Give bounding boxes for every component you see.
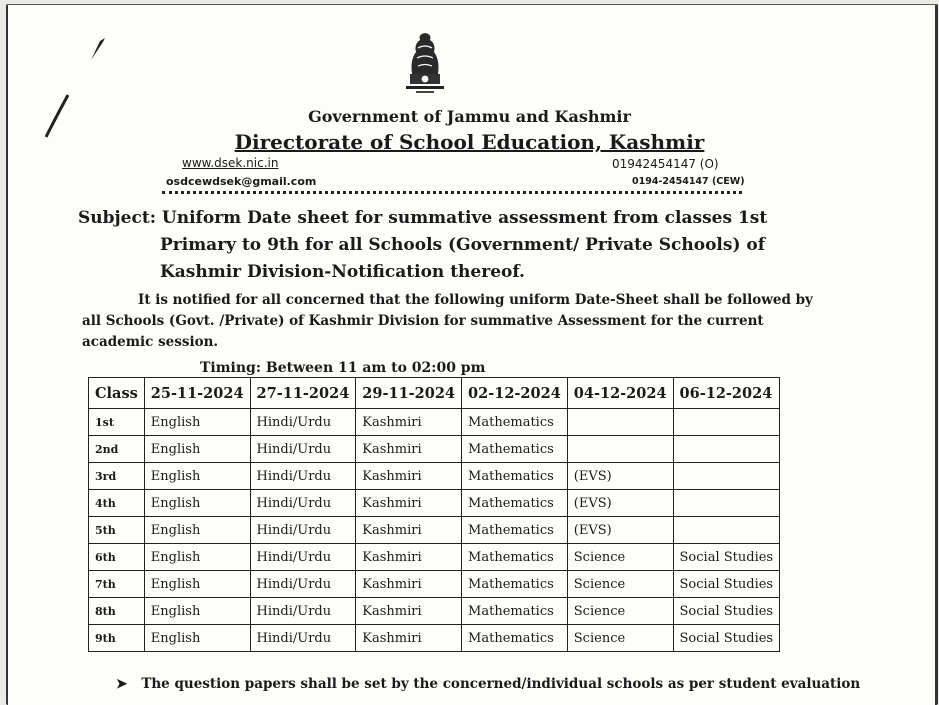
subject-cell: Hindi/Urdu [250,571,356,598]
subject-cell: Mathematics [462,436,568,463]
subject-line-3: Kashmir Division-Notification thereof. [160,262,525,282]
table-row [89,409,780,436]
subject-cell: Mathematics [462,598,568,625]
subject-cell: Mathematics [462,463,568,490]
email-address[interactable]: osdcewdsek@gmail.com [166,175,317,188]
header-cell: Class [89,378,145,409]
subject-cell [673,463,780,490]
table-row [89,517,780,544]
footer-text: The question papers shall be set by the concerned/individual schools as per student evaluation [141,676,861,692]
table-row [89,625,780,652]
subject-cell: Mathematics [462,409,568,436]
subject-cell: English [144,409,250,436]
class-cell: 6th [89,544,145,571]
header-cell: 29-11-2024 [356,378,462,409]
subject-cell: Kashmiri [356,409,462,436]
subject-cell: Kashmiri [356,436,462,463]
subject-cell: Hindi/Urdu [250,490,356,517]
website-link[interactable]: www.dsek.nic.in [182,156,279,170]
subject-label: Subject: [78,208,156,228]
pen-mark-icon [88,36,108,62]
subject-cell: Hindi/Urdu [250,517,356,544]
class-cell: 4th [89,490,145,517]
subject-cell: (EVS) [567,490,673,517]
subject-cell [673,436,780,463]
subject-cell: (EVS) [567,463,673,490]
subject-cell: Hindi/Urdu [250,598,356,625]
subject-cell: English [144,436,250,463]
subject-cell: Kashmiri [356,490,462,517]
header-cell: 25-11-2024 [144,378,250,409]
subject-cell: Hindi/Urdu [250,409,356,436]
subject-cell [567,409,673,436]
subject-cell: Mathematics [462,625,568,652]
notice-line-1: It is notified for all concerned that the following uniform Date-Sheet shall be followed by [138,292,813,308]
table-header-row [89,378,780,409]
header-cell: 02-12-2024 [462,378,568,409]
subject-cell: English [144,490,250,517]
class-cell: 7th [89,571,145,598]
subject-cell: Kashmiri [356,463,462,490]
subject-cell: Social Studies [673,571,780,598]
exam-timing: Timing: Between 11 am to 02:00 pm [200,360,486,376]
table-row [89,463,780,490]
subject-cell [673,409,780,436]
government-title: Government of Jammu and Kashmir [308,107,631,126]
subject-cell: Mathematics [462,544,568,571]
subject-line-2: Primary to 9th for all Schools (Government/ Private Schools) of [160,235,766,255]
table-row [89,490,780,517]
subject-cell: Kashmiri [356,517,462,544]
header-cell: 27-11-2024 [250,378,356,409]
date-sheet-table [88,377,780,652]
subject-cell: Kashmiri [356,625,462,652]
class-cell: 8th [89,598,145,625]
subject-cell: Mathematics [462,571,568,598]
subject-cell: Kashmiri [356,544,462,571]
notice-paragraph [82,290,832,353]
dotted-divider [162,191,742,194]
subject-cell: Science [567,598,673,625]
subject-cell: Hindi/Urdu [250,625,356,652]
arrow-bullet-icon: ➤ [116,676,128,692]
class-cell: 9th [89,625,145,652]
subject-cell: Social Studies [673,598,780,625]
class-cell: 2nd [89,436,145,463]
subject-cell: English [144,544,250,571]
subject-cell: (EVS) [567,517,673,544]
subject-cell: Hindi/Urdu [250,544,356,571]
subject-cell: Kashmiri [356,598,462,625]
subject-cell: Mathematics [462,490,568,517]
header-cell: 04-12-2024 [567,378,673,409]
class-cell: 5th [89,517,145,544]
subject-cell [673,490,780,517]
subject-cell [567,436,673,463]
subject-cell: Science [567,625,673,652]
class-cell: 3rd [89,463,145,490]
directorate-title: Directorate of School Education, Kashmir [234,130,705,154]
subject-cell: Social Studies [673,544,780,571]
national-emblem-icon [404,30,446,96]
subject-cell: Hindi/Urdu [250,436,356,463]
subject-cell: English [144,598,250,625]
notice-line-2: all Schools (Govt. /Private) of Kashmir Division for summative Assessment for the current [82,313,764,329]
subject-cell: Science [567,544,673,571]
subject-cell [673,517,780,544]
header-cell: 06-12-2024 [673,378,780,409]
subject-cell: Hindi/Urdu [250,463,356,490]
subject-cell: Kashmiri [356,571,462,598]
class-cell: 1st [89,409,145,436]
subject-cell: English [144,463,250,490]
cew-phone: 0194-2454147 (CEW) [632,176,745,187]
table-row [89,544,780,571]
subject-cell: English [144,625,250,652]
table-row [89,598,780,625]
subject-cell: Science [567,571,673,598]
subject-cell: English [144,517,250,544]
notice-line-3: academic session. [82,334,219,350]
subject-cell: Mathematics [462,517,568,544]
office-phone: 01942454147 (O) [612,157,719,171]
subject-block [78,205,838,286]
subject-line-1: Uniform Date sheet for summative assessment from classes 1st [161,208,768,228]
footer-bullet [116,676,874,692]
subject-cell: English [144,571,250,598]
table-row [89,436,780,463]
table-row [89,571,780,598]
subject-cell: Social Studies [673,625,780,652]
